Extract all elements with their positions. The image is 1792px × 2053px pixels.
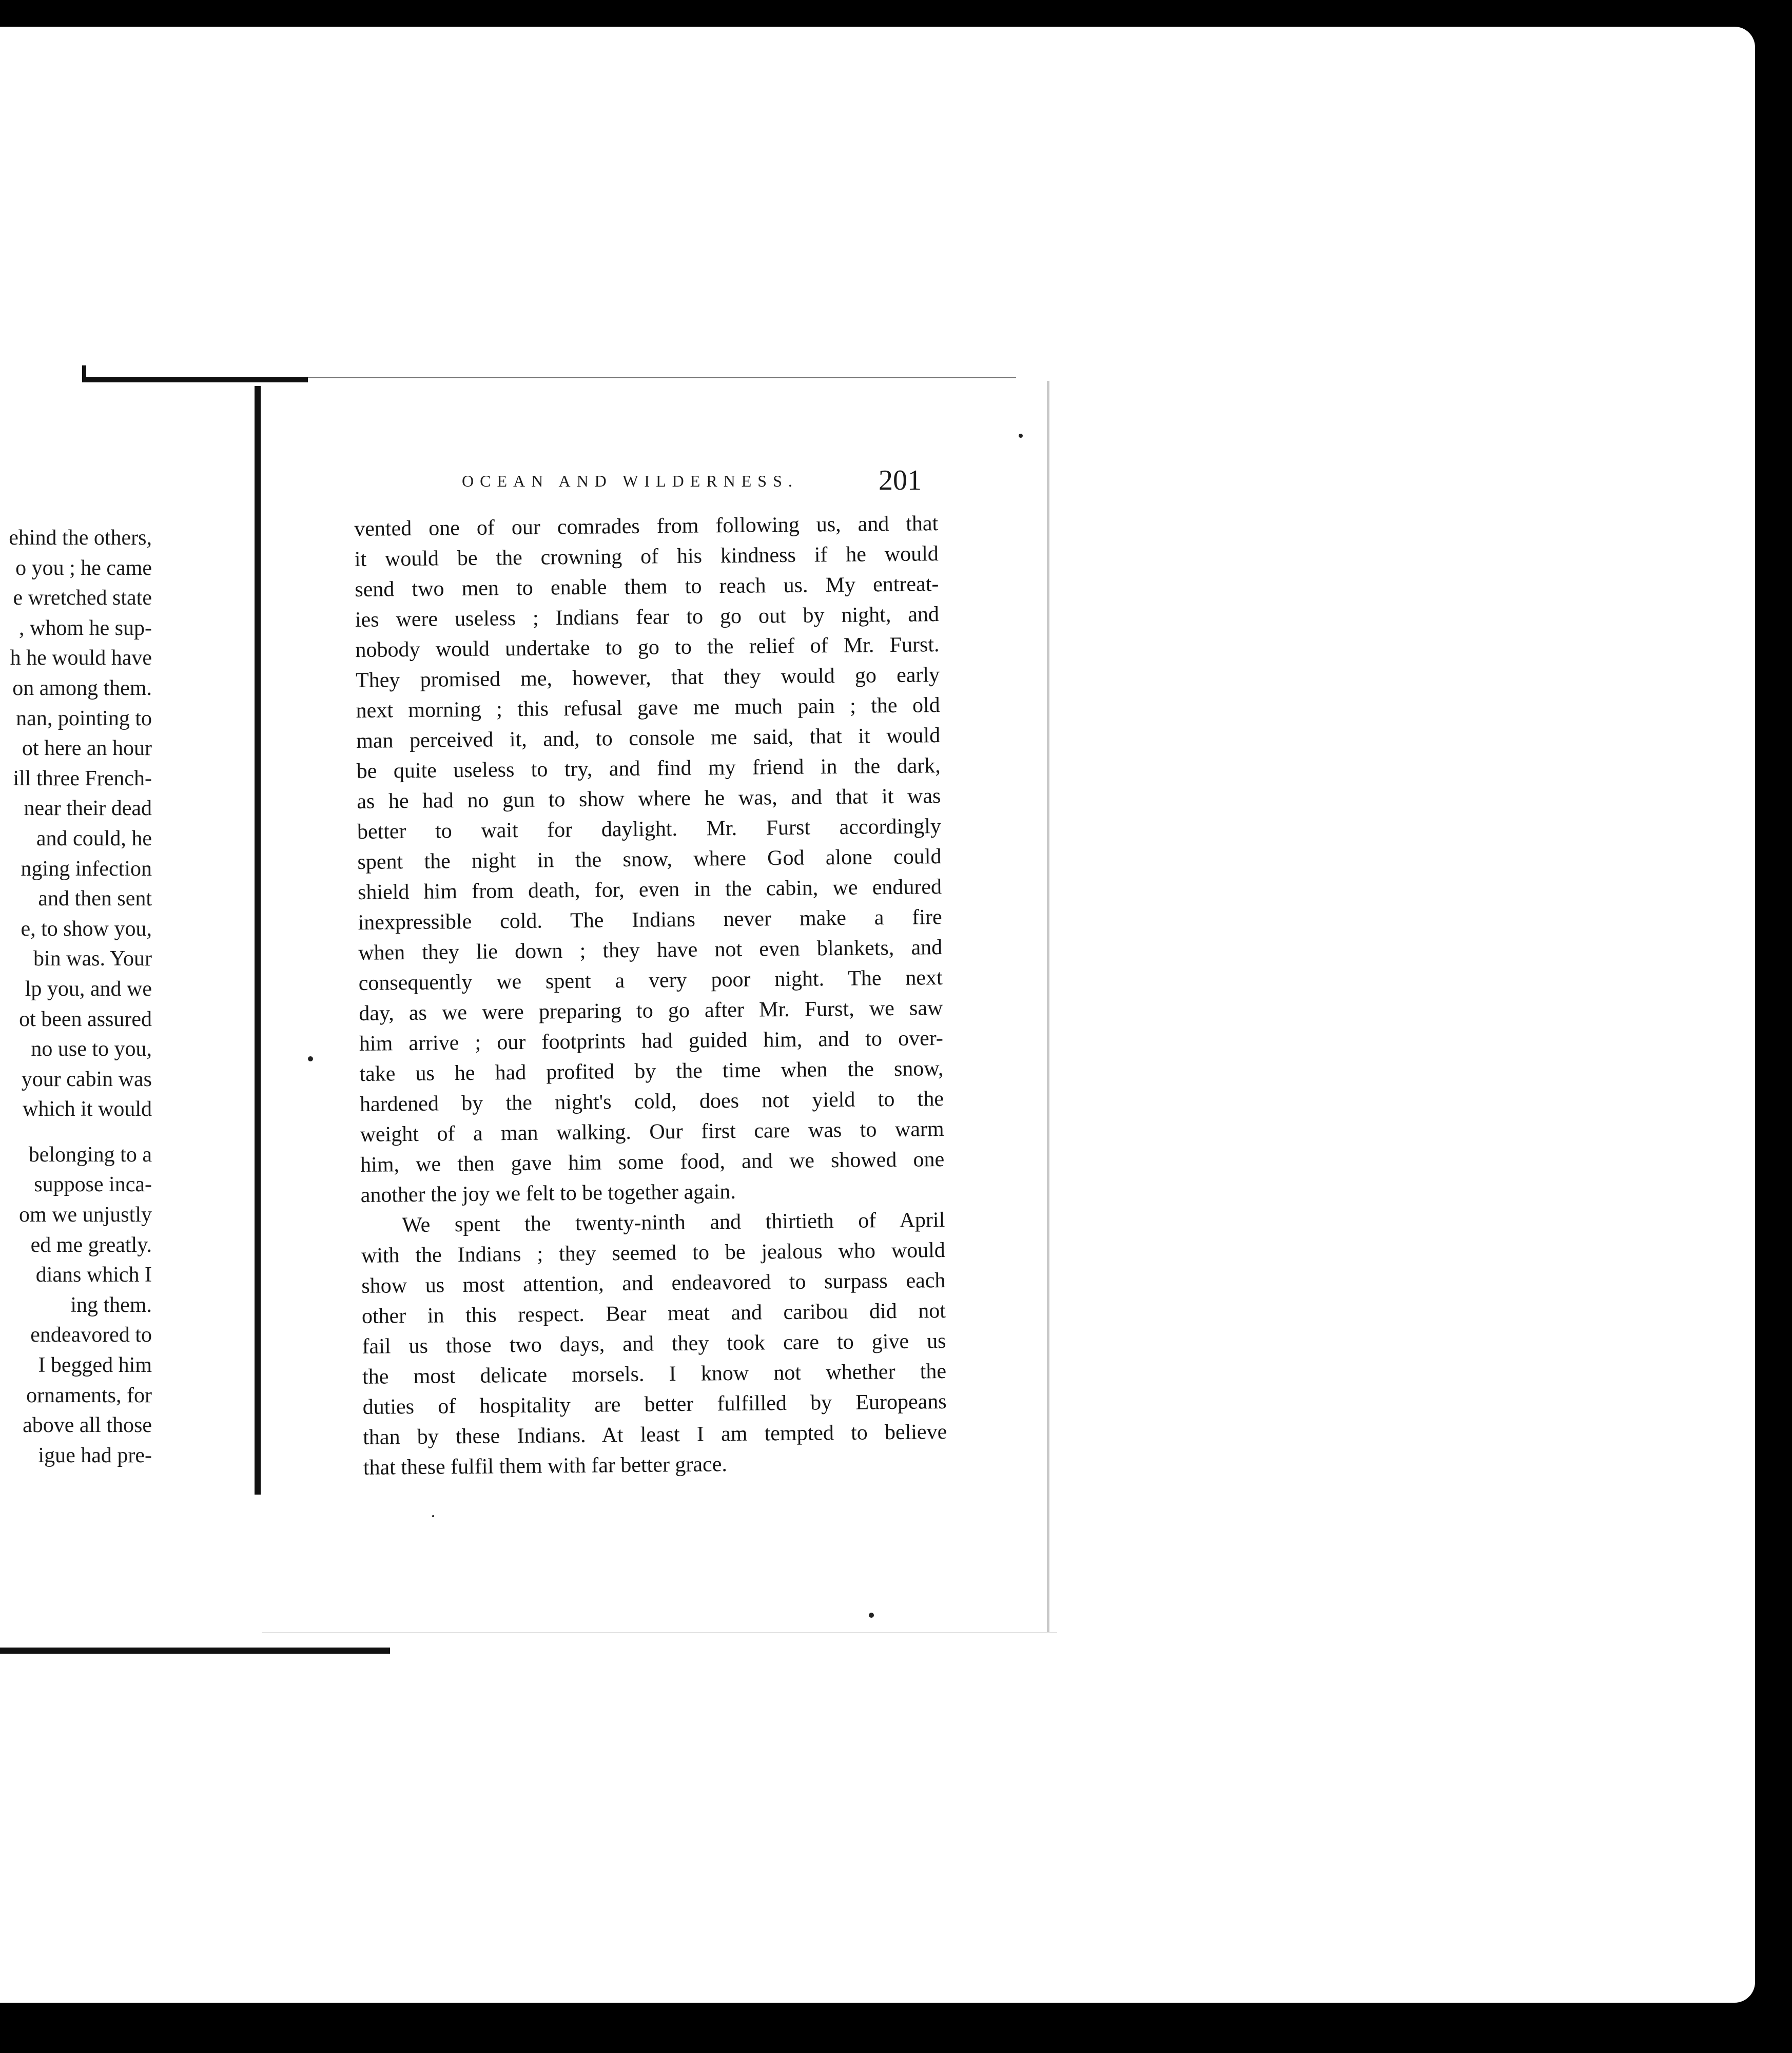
facing-line: above all those bbox=[23, 1413, 152, 1438]
text-line: it would be the crowning of his kindness if he would bbox=[354, 542, 939, 571]
facing-line: on among them. bbox=[12, 676, 152, 700]
text-line: spent the night in the snow, where God alone could bbox=[357, 845, 942, 874]
facing-line: ot here an hour bbox=[22, 737, 152, 761]
text-line: him arrive ; our footprints had guided him, and to over- bbox=[359, 1026, 944, 1056]
text-line: with the Indians ; they seemed to be jealous who would bbox=[361, 1238, 946, 1268]
text-line: nobody would undertake to go to the relief of Mr. Furst. bbox=[355, 633, 940, 662]
facing-line: ing them. bbox=[70, 1293, 152, 1317]
facing-line: endeavored to bbox=[30, 1323, 152, 1347]
scanned-sheet bbox=[0, 27, 1755, 2003]
text-line: shield him from death, for, even in the cabin, we endured bbox=[357, 875, 942, 904]
facing-line: your cabin was bbox=[21, 1067, 152, 1091]
page-body-text bbox=[354, 509, 947, 1483]
facing-line: near their dead bbox=[24, 797, 152, 821]
text-line: duties of hospitality are better fulfilled by Europeans bbox=[362, 1389, 947, 1419]
page-bottom-edge bbox=[262, 1632, 1057, 1633]
text-line: show us most attention, and endeavored to surpass each bbox=[361, 1269, 946, 1298]
text-line: the most delicate morsels. I know not whether the bbox=[362, 1359, 947, 1389]
facing-line: I begged him bbox=[38, 1353, 152, 1378]
page-right-edge bbox=[1047, 381, 1049, 1633]
dust-speck bbox=[1019, 434, 1023, 438]
page-number: 201 bbox=[879, 464, 922, 496]
facing-line: nging infection bbox=[21, 857, 152, 881]
text-line: fail us those two days, and they took care to give us bbox=[362, 1329, 946, 1359]
text-line: They promised me, however, that they would go early bbox=[355, 663, 940, 692]
text-line: as he had no gun to show where he was, and that it was bbox=[357, 784, 941, 814]
text-line: him, we then gave him some food, and we showed one bbox=[360, 1148, 945, 1177]
text-line: send two men to enable them to reach us. My entreat- bbox=[355, 572, 939, 602]
text-line: another the joy we felt to be together again. bbox=[360, 1179, 736, 1207]
facing-line: e wretched state bbox=[13, 586, 152, 610]
text-line: take us he had profited by the time when the snow, bbox=[359, 1057, 944, 1086]
text-line: better to wait for daylight. Mr. Furst accordingly bbox=[357, 815, 942, 844]
facing-line: o you ; he came bbox=[15, 556, 152, 580]
facing-line: and could, he bbox=[36, 826, 152, 850]
facing-line: bin was. Your bbox=[33, 947, 152, 971]
facing-line: ill three French- bbox=[13, 766, 152, 790]
text-line: weight of a man walking. Our first care was to warm bbox=[360, 1117, 944, 1147]
facing-line: h he would have bbox=[10, 646, 152, 670]
facing-line: om we unjustly bbox=[19, 1203, 152, 1227]
facing-line: ot been assured bbox=[19, 1007, 152, 1031]
facing-line: no use to you, bbox=[31, 1037, 152, 1061]
facing-line: suppose inca- bbox=[34, 1173, 152, 1197]
facing-line: ed me greatly. bbox=[30, 1233, 152, 1257]
facing-paragraph-gap bbox=[0, 1125, 152, 1140]
facing-line: lp you, and we bbox=[25, 977, 152, 1001]
facing-line: ornaments, for bbox=[26, 1383, 152, 1407]
text-line: other in this respect. Bear meat and caribou did not bbox=[361, 1299, 946, 1328]
text-line: day, as we were preparing to go after Mr. Furst, we saw bbox=[359, 996, 943, 1025]
facing-line: and then sent bbox=[38, 887, 152, 911]
text-line: hardened by the night's cold, does not yield to the bbox=[359, 1087, 944, 1116]
text-line: We spent the twenty-ninth and thirtieth of April bbox=[402, 1208, 945, 1237]
text-line: next morning ; this refusal gave me much pain ; the old bbox=[356, 693, 940, 723]
facing-line: belonging to a bbox=[28, 1142, 152, 1167]
facing-line: e, to show you, bbox=[21, 917, 152, 941]
text-line: when they lie down ; they have not even blankets, and bbox=[358, 936, 943, 965]
text-line: than by these Indians. At least I am tempted to believe bbox=[363, 1420, 947, 1449]
text-line: that these fulfil them with far better grace. bbox=[363, 1452, 728, 1480]
facing-line: nan, pointing to bbox=[16, 706, 152, 730]
text-line: man perceived it, and, to console me said, that it would bbox=[356, 724, 941, 753]
dust-speck bbox=[308, 1056, 313, 1061]
facing-line: dians which I bbox=[35, 1263, 152, 1287]
top-rule bbox=[82, 377, 308, 382]
facing-line: which it would bbox=[23, 1097, 152, 1121]
text-line: inexpressible cold. The Indians never make a fire bbox=[358, 905, 942, 935]
text-line: vented one of our comrades from following us, and that bbox=[354, 512, 939, 541]
dust-speck bbox=[869, 1613, 874, 1618]
dust-speck bbox=[432, 1515, 434, 1517]
top-rule-thin bbox=[308, 377, 1016, 378]
running-head: OCEAN AND WILDERNESS. bbox=[462, 472, 798, 490]
text-line: be quite useless to try, and find my friend in the dark, bbox=[356, 754, 941, 783]
facing-line: igue had pre- bbox=[38, 1443, 152, 1467]
binding-gutter bbox=[255, 386, 261, 1495]
facing-line: , whom he sup- bbox=[19, 616, 152, 640]
facing-page-text bbox=[0, 523, 152, 1470]
facing-line: ehind the others, bbox=[9, 526, 152, 550]
bottom-rule bbox=[0, 1648, 390, 1654]
text-line: consequently we spent a very poor night. The next bbox=[358, 966, 943, 995]
text-line: ies were useless ; Indians fear to go out by night, and bbox=[355, 603, 940, 632]
